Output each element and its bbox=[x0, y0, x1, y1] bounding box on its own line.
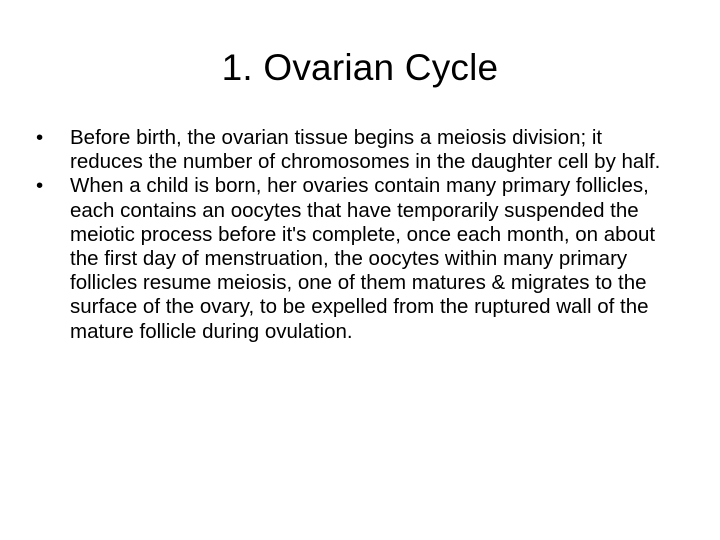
bullet-marker-icon: • bbox=[36, 126, 44, 149]
bullet-list bbox=[36, 126, 676, 344]
bullet-marker-icon: • bbox=[36, 174, 44, 198]
bullet-text-child-born: When a child is born, her ovaries contain many primary follicles, each contains an oocytes that have temporarily suspended the meiotic process before it's complete, once each month, on about the first day of menstruation, the oocytes within many primary follicles resume meiosis, one of them matures & migrates to the surface of the ovary, to be expelled from the ruptured wall of the mature follicle during ovulation. bbox=[70, 174, 656, 343]
slide-title: 1. Ovarian Cycle bbox=[221, 47, 499, 88]
bullet-item-child-born bbox=[36, 174, 676, 343]
bullet-item-before-birth bbox=[36, 126, 676, 174]
bullet-text-before-birth: Before birth, the ovarian tissue begins a meiosis division; it reduces the number of chromosomes in the daughter cell by half. bbox=[70, 126, 661, 174]
